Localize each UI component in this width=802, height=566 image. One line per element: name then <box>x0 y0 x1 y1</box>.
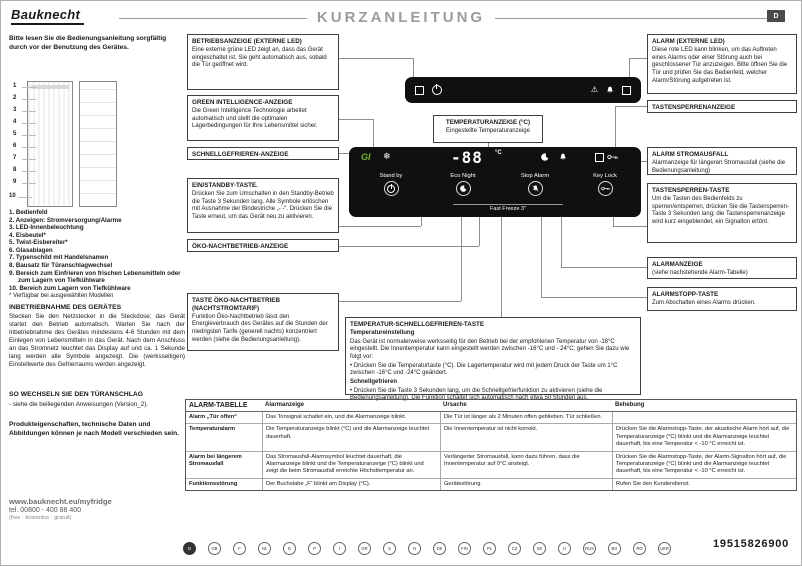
connector-line <box>613 226 647 227</box>
language-badge-item: CZ <box>508 542 521 555</box>
box-title: SCHNELLGEFRIEREN-ANZEIGE <box>192 151 289 158</box>
table-row <box>186 412 796 424</box>
box-text: Diese rote LED kann blinken, um das Auftreten eines Alarms oder einer Störung auch bei geschlossener Tür anzuzeigen. Bitte öffnen Sie die Tür und prüfen Sie das Bedienfeld, welcher Alarm/Störung aufgetreten ist. <box>652 46 788 84</box>
standby-button-label: Stand by <box>379 173 403 179</box>
box-text: Funktion Öko-Nachtbetrieb lässt den Energieverbrauch des Gerätes auf die Stunden der niedrigsten Tarife (generell nachts) konzentriert werden (siehe die Bedienungsanleitung). <box>192 313 328 343</box>
cell-display: Das Tonsignal schaltet ein, und die Alarmanzeige blinkt. <box>262 412 440 423</box>
section-bullet: • Drücken Sie die Temperaturtaste (°C). Die Lagertemperatur wird mit jedem Druck der Taste um 1°C zwischen -16°C und -24°C geändert. <box>350 362 618 377</box>
power-icon <box>432 85 442 95</box>
list-item: 6. Glasablagen <box>9 246 53 254</box>
connector-line <box>613 217 614 226</box>
box-oeko-nachtbetrieb-anzeige <box>187 239 339 252</box>
list-item: 8. Bausatz für Türanschlagwechsel <box>9 261 113 269</box>
cell-remedy: Rufen Sie den Kundendienst. <box>612 479 796 490</box>
language-badge-item: NL <box>258 542 271 555</box>
alarm-indicator-icon <box>559 153 567 161</box>
freezer-interior-illustration <box>79 81 117 207</box>
eco-night-button-label: Eco Night <box>450 173 476 179</box>
cell-remedy: Drücken Sie die Alarmstopp-Taste, der akustische Alarm hört auf, die Temperaturanzeige (°C) blinkt und die Alarmanzeige leuchtet dauerhaft, bis eine Temperatur < -10 °C erreicht ist. <box>612 424 796 450</box>
language-badge-item: DK <box>433 542 446 555</box>
cell-remedy <box>612 412 796 423</box>
language-badge-item: UKR <box>658 542 671 555</box>
connector-line <box>629 58 630 77</box>
box-temperaturanzeige <box>433 115 543 143</box>
box-text: Drücken Sie zum Umschalten in den Standby-Betrieb die Taste 3 Sekunden lang. Alle Symbole erlöschen mit Ausnahme der Bindestriche „- -“. Drücken Sie die Taste erneut, um das Gerät neu zu aktivieren. <box>192 190 334 220</box>
callout-number: 10 <box>9 193 21 199</box>
connector-line <box>541 297 647 298</box>
callout-number: 4 <box>13 119 25 125</box>
box-text: Um die Tasten des Bedienfelds zu sperren/entsperren, drücken Sie die Tastensperren-Taste 3 Sekunden lang; die Tastensperrenanzeige wird kurz eingeblendet, ein Signalton ertönt. <box>652 195 789 225</box>
power-led-icon <box>415 86 424 95</box>
setup-text: Stecken Sie den Netzstecker in die Steckdose; das Gerät startet den Betrieb automatisch. Warten Sie nach der Inbetriebnahme des Gerätes mindestens 4-6 Stunden mit dem Einlegen von Lebensmitteln in das Gerät. Nach dem Anschluss an das Stromnetz leuchtet das Display auf und ca. 1 Sekunde lang werden alle Symbole angezeigt. Die (werksseitigen) Einstellwerte des Gefrierraums werden angezeigt. <box>9 313 185 368</box>
box-title: ALARMSTOPP-TASTE <box>652 291 719 298</box>
box-ein-standby-taste <box>187 178 339 233</box>
list-item: 7. Typenschild mit Handelsnamen <box>9 254 109 262</box>
connector-line <box>339 58 413 59</box>
standby-button[interactable] <box>363 173 419 196</box>
connector-line <box>339 301 461 302</box>
language-badge-item: BG <box>608 542 621 555</box>
box-title: TASTE ÖKO-NACHTBETRIEB (NACHTSTROMTARIF) <box>192 297 281 312</box>
box-title: ALARM (EXTERNE LED) <box>652 38 725 45</box>
callout-number: 7 <box>13 155 25 161</box>
alarm-table <box>185 399 797 491</box>
list-item: 3. LED-Innenbeleuchtung <box>9 224 84 232</box>
connector-line <box>561 217 562 267</box>
box-text: Eingestellte Temperaturanzeige <box>446 127 530 134</box>
language-badge-item: GB <box>208 542 221 555</box>
connector-line <box>501 217 502 317</box>
bell-off-icon <box>528 181 543 196</box>
box-title: ALARM STROMAUSFALL <box>652 151 729 158</box>
callout-number: 1 <box>13 83 25 89</box>
column-header: Alarmanzeige <box>265 402 305 408</box>
callout-number: 5 <box>13 131 25 137</box>
alarm-table-header <box>186 400 796 412</box>
brand-logo: Bauknecht <box>11 7 84 25</box>
box-title: TASTENSPERRENANZEIGE <box>652 104 736 111</box>
phone-note: (free · kostenlos · gratuit) <box>9 515 72 521</box>
callout-number: 6 <box>13 143 25 149</box>
phone-text: tel. 00800 - 400 88 400 <box>9 507 82 514</box>
list-item: 2. Anzeigen: Stromversorgung/Alarme <box>9 216 122 224</box>
language-badge-item: PL <box>483 542 496 555</box>
language-badge: D <box>767 10 785 22</box>
list-item: 4. Eisbeutel* <box>9 231 46 239</box>
connector-line <box>488 143 489 147</box>
key-lock-button[interactable] <box>577 173 633 196</box>
box-text: (siehe nachstehende Alarm-Tabelle) <box>652 269 748 276</box>
callout-number: 8 <box>13 167 25 173</box>
language-badge-item: E <box>283 542 296 555</box>
document-number: 19515826900 <box>713 538 790 550</box>
cell-display: Die Temperaturanzeige blinkt (°C) und die Alarmanzeige leuchtet dauerhaft. <box>262 424 440 450</box>
key-lock-button-label: Key Lock <box>593 173 617 179</box>
language-badge-item: F <box>233 542 246 555</box>
connector-line <box>561 267 647 268</box>
box-schnellgefrieren-anzeige <box>187 147 339 160</box>
table-title: ALARM-TABELLE <box>189 402 248 409</box>
list-item: 9. Bereich zum Einfrieren von frischen Lebensmitteln oder zum Lagern von Tiefkühlware <box>9 269 181 285</box>
callout-number: 9 <box>13 179 25 185</box>
intro-text: Bitte lesen Sie die Bedienungsanleitung sorgfältig durch vor der Benutzung des Gerätes. <box>9 35 167 51</box>
connector-line <box>461 217 462 301</box>
cell-alarm-name: Alarm „Tür offen“ <box>189 414 238 420</box>
green-intelligence-icon: GI <box>361 152 371 162</box>
language-list <box>183 542 671 555</box>
stop-alarm-button-label: Stop Alarm <box>520 173 550 179</box>
box-betriebsanzeige <box>187 34 339 90</box>
connector-line <box>541 217 542 297</box>
cell-cause: Die Innentemperatur ist nicht korrekt. <box>440 424 612 450</box>
box-title: EIN/STANDBY-TASTE. <box>192 182 258 189</box>
box-taste-oeko-nachtbetrieb <box>187 293 339 351</box>
box-tastensperren-taste <box>647 183 797 243</box>
box-text: Zum Abschalten eines Alarms drücken. <box>652 299 756 306</box>
cell-alarm-name: Funktionsstörung <box>189 480 238 487</box>
cell-remedy: Drücken Sie die Alarmstopp-Taste, der Alarm-Signalton hört auf, die Temperaturanzeige (°C) blinkt und die Alarmanzeige leuchtet dauerhaft, bis eine Temperatur < -10 °C erreicht ist. <box>612 452 796 478</box>
connector-line <box>615 106 616 147</box>
callout-number: 2 <box>13 95 25 101</box>
control-panel <box>349 147 641 217</box>
door-text: - siehe die beiliegenden Anweisungen (Version_2). <box>9 401 148 408</box>
cell-alarm-name: Temperaturalarm <box>189 426 236 433</box>
language-badge-item: GR <box>358 542 371 555</box>
box-title: TASTENSPERREN-TASTE <box>652 187 730 194</box>
alarm-bell-icon <box>606 86 614 94</box>
disclaimer-text: Produkteigenschaften, technische Daten und Abbildungen können je nach Modell verschieden sein. <box>9 421 180 437</box>
connector-line <box>373 119 374 147</box>
language-badge-item: D <box>183 542 196 555</box>
eco-night-button[interactable] <box>435 173 491 196</box>
contact-block <box>9 497 185 521</box>
connector-line <box>629 58 647 59</box>
cell-display: Der Buchstabe „F“ blinkt am Display (°C). <box>262 479 440 490</box>
connector-line <box>339 119 373 120</box>
connector-line <box>479 217 480 246</box>
fast-freeze-label: Fast Freeze 3″ <box>453 204 563 212</box>
list-item: 10. Bereich zum Lagern von Tiefkühlware <box>9 284 131 292</box>
temperature-display: -88 <box>451 148 483 167</box>
box-title: ALARMANZEIGE <box>652 261 703 268</box>
connector-line <box>615 106 647 107</box>
section-text: Das Gerät ist normalerweise werksseitig für den Betrieb bei der empfohlenen Temperatur von -18°C eingestellt. Die Innentemperatur kann eingestellt werden zwischen -16°C und - 24°C; gehen Sie dazu wie folgt vor: <box>350 338 630 360</box>
page-title: KURZANLEITUNG <box>1 9 801 27</box>
box-title: ÖKO-NACHTBETRIEB-ANZEIGE <box>192 243 289 250</box>
language-badge-item: H <box>558 542 571 555</box>
language-badge-item: N <box>408 542 421 555</box>
key-lock-indicator-icon <box>607 154 618 160</box>
alarm-led-icon <box>622 86 631 95</box>
temperature-unit: °C <box>495 150 502 156</box>
fast-freeze-indicator-icon: ❄ <box>383 151 391 161</box>
table-row <box>186 452 796 479</box>
language-badge-item: S <box>383 542 396 555</box>
box-green-intelligence <box>187 95 339 141</box>
section-title: TEMPERATUR-SCHNELLGEFRIEREN-TASTE <box>350 321 485 328</box>
cell-display: Das Stromausfall-Alarmsymbol leuchtet dauerhaft, die Alarmanzeige blinkt und die Temperaturanzeige (°C) blinkt und zeigt die beim Stromausfall erreichte Höchsttemperatur an. <box>262 452 440 478</box>
section-subheading: Schnellgefrieren <box>350 378 398 385</box>
box-alarmstopp-taste <box>647 287 797 311</box>
connector-line <box>339 246 479 247</box>
key-icon <box>598 181 613 196</box>
availability-note: * Verfügbar bei ausgewählten Modellen <box>9 293 114 299</box>
connector-line <box>641 161 647 162</box>
parts-list <box>9 209 183 292</box>
box-tastensperrenanzeige <box>647 100 797 113</box>
website-text: www.bauknecht.eu/myfridge <box>9 497 112 506</box>
key-lock-led-icon <box>595 153 604 162</box>
box-title: BETRIEBSANZEIGE (EXTERNE LED) <box>192 38 302 45</box>
external-led-panel <box>405 77 641 103</box>
callout-number: 3 <box>13 107 25 113</box>
stop-alarm-button[interactable] <box>507 173 563 196</box>
box-alarm-stromausfall <box>647 147 797 175</box>
door-heading: SO WECHSELN SIE DEN TÜRANSCHLAG <box>9 391 144 398</box>
box-temperatur-schnellgefrieren <box>345 317 641 402</box>
box-title: TEMPERATURANZEIGE (°C) <box>445 119 531 126</box>
box-text: Alarmanzeige für längeren Stromausfall (siehe die Bedienungsanleitung) <box>652 159 786 174</box>
table-row <box>186 479 796 490</box>
setup-heading: INBETRIEBNAHME DES GERÄTES <box>9 304 122 311</box>
eco-night-indicator-icon <box>541 153 549 161</box>
list-item: 5. Twist-Eisbereiter* <box>9 239 68 247</box>
cell-cause: Gerätestörung. <box>440 479 612 490</box>
cell-alarm-name: Alarm bei längerem Stromausfall <box>189 453 242 468</box>
box-text: Eine externe grüne LED zeigt an, dass das Gerät eingeschaltet ist. Sie geht automatisch aus, sobald die Tür geöffnet wird. <box>192 46 327 69</box>
language-badge-item: FIN <box>458 542 471 555</box>
language-badge-item: RUS <box>583 542 596 555</box>
connector-line <box>421 217 422 226</box>
power-icon <box>384 181 399 196</box>
warning-icon: ⚠ <box>590 85 598 94</box>
box-title: GREEN INTELLIGENCE-ANZEIGE <box>192 99 293 106</box>
column-header: Behebung <box>615 402 645 408</box>
language-badge-item: P <box>308 542 321 555</box>
language-badge-item: RO <box>633 542 646 555</box>
box-alarm-externe-led <box>647 34 797 94</box>
column-header: Ursache <box>443 402 467 408</box>
connector-line <box>339 226 421 227</box>
box-text: Die Green Intelligence Technologie arbeitet automatisch und stellt die optimalen Lagerbedingungen für Ihre Lebensmittel sicher. <box>192 107 318 130</box>
list-item: 1. Bedienfeld <box>9 209 48 216</box>
moon-icon <box>456 181 471 196</box>
box-alarmanzeige <box>647 257 797 279</box>
language-badge-item: SK <box>533 542 546 555</box>
connector-line <box>413 58 414 77</box>
section-subheading: Temperatureinstellung <box>350 329 415 336</box>
cell-cause: Die Tür ist länger als 2 Minuten offen geblieben. Tür schließen. <box>440 412 612 423</box>
language-badge-item: I <box>333 542 346 555</box>
section-bullet: • Drücken Sie die Taste 3 Sekunden lang, um die Schnellgefrierfunktion zu aktivieren (siehe die Bedienungsanleitung). Die Funktion schaltet sich automatisch nach etwa 50 Stunden aus. <box>350 387 603 402</box>
connector-line <box>339 153 349 154</box>
table-row <box>186 424 796 451</box>
cell-cause: Verlängerter Stromausfall, kann dazu führen, dass die Innentemperatur auf 0°C ansteigt. <box>440 452 612 478</box>
